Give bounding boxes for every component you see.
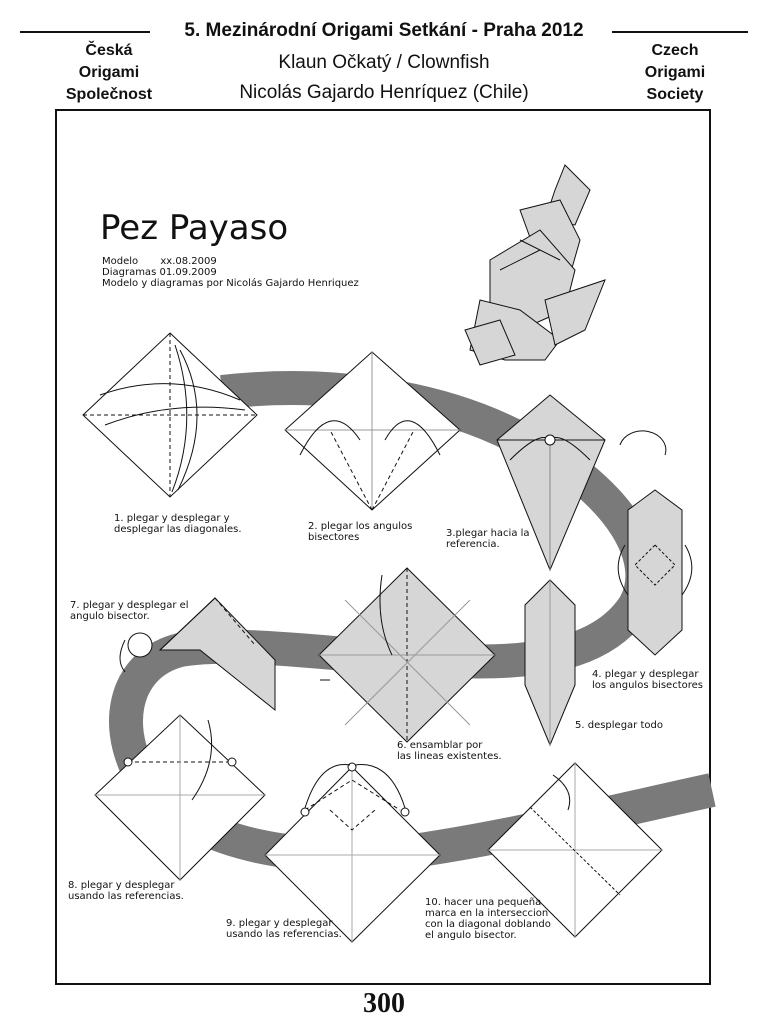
step-4-figure [618,490,692,655]
step-4-caption: 4. plegar y desplegar los angulos bisectores [592,669,704,691]
meta-line: Modelo xx.08.2009 [102,256,217,267]
page-number: 300 [363,988,405,1019]
step-9-figure [265,763,440,942]
step-1-caption: 1. plegar y desplegar y desplegar las diagonales. [114,513,242,535]
diagram-title: Pez Payaso [100,208,289,248]
society-en-line: Society [646,86,704,103]
model-name: Klaun Očkatý / Clownfish [278,52,490,73]
society-en-line: Origami [644,64,706,81]
step-6-caption: 6. ensamblar por las lineas existentes. [397,740,502,762]
society-cz-line: Česká [85,42,133,59]
society-cz-line: Origami [78,64,140,81]
step-8-caption: 8. plegar y desplegar usando las referencias. [68,880,184,902]
step-6-figure [319,568,495,742]
step-5-caption: 5. desplegar todo [575,720,663,731]
step-5-figure [525,580,575,745]
step-1-figure [83,333,257,497]
step-7-caption: 7. plegar y desplegar el angulo bisector. [70,600,189,622]
step-9-caption: 9. plegar y desplegar usando las referencias. [226,918,342,940]
society-en-line: Czech [651,42,699,59]
author-name: Nicolás Gajardo Henríquez (Chile) [239,82,529,103]
finished-model-figure [465,165,605,365]
event-title: 5. Mezinárodní Origami Setkání - Praha 2012 [0,20,768,42]
society-cz-line: Společnost [65,86,153,103]
meta-line: Diagramas 01.09.2009 [102,267,217,278]
step-10-caption: 10. hacer una pequeña marca en la interseccion con la diagonal doblando el angulo bisector. [425,897,551,941]
step-3-caption: 3.plegar hacia la referencia. [446,528,530,550]
meta-line: Modelo y diagramas por Nicolás Gajardo Henriquez [102,278,359,289]
step-2-caption: 2. plegar los angulos bisectores [308,521,413,543]
